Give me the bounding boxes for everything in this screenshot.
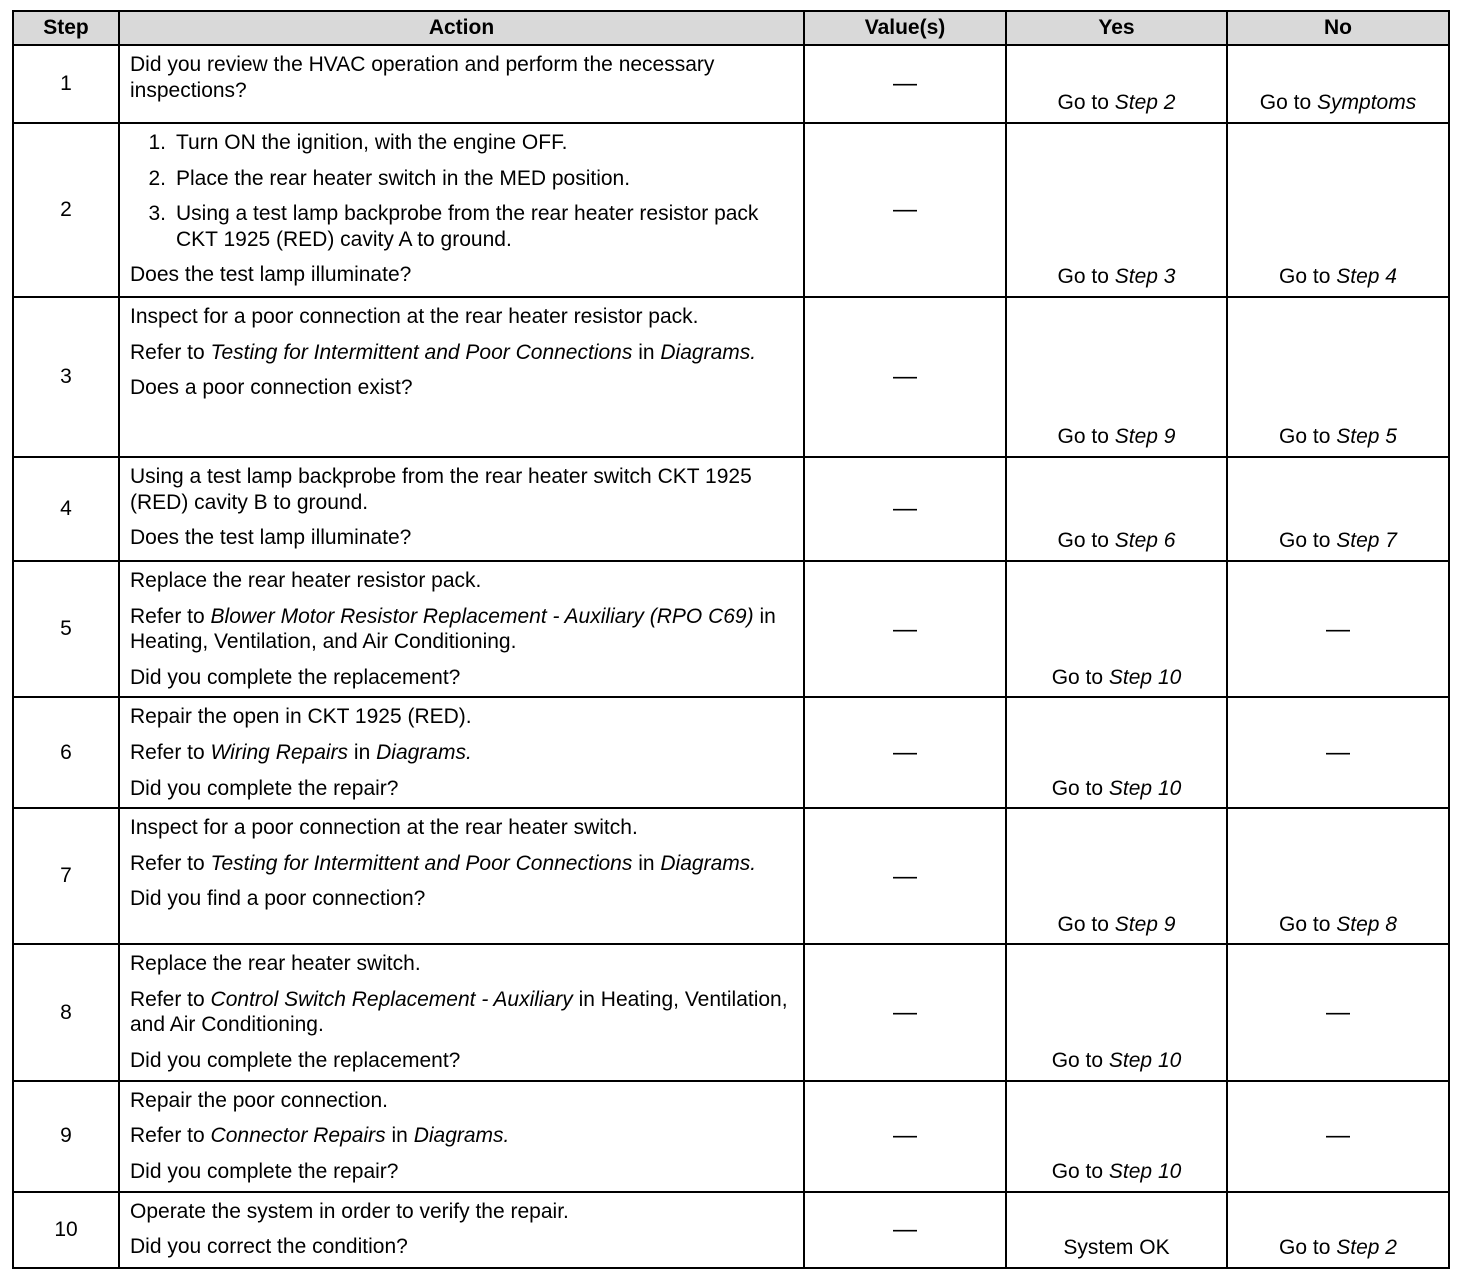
table-row (13, 297, 1449, 457)
step-number: 7 (13, 808, 119, 944)
action-question: Did you complete the replacement? (130, 665, 461, 689)
list-item-text: Turn ON the ignition, with the engine OFF. (176, 131, 568, 154)
action-cell (119, 457, 804, 561)
yes-prefix: Go to (1057, 912, 1109, 936)
refer-title: Control Switch Replacement - Auxiliary (210, 987, 573, 1011)
no-prefix: Go to (1279, 1235, 1331, 1259)
value-cell: — (804, 808, 1006, 944)
yes-target: Step 10 (1108, 1049, 1182, 1073)
action-reference (130, 340, 795, 366)
action-instruction: Replace the rear heater switch. (130, 952, 421, 976)
action-instruction: Inspect for a poor connection at the rear heater switch. (130, 816, 638, 840)
action-question: Does the test lamp illuminate? (130, 263, 412, 287)
value-cell: — (804, 45, 1006, 123)
action-instruction: Replace the rear heater resistor pack. (130, 569, 482, 592)
no-cell: — (1227, 697, 1449, 808)
header-action: Action (119, 11, 804, 45)
refer-title: Testing for Intermittent and Poor Connections (210, 851, 633, 875)
header-values: Value(s) (804, 11, 1006, 45)
action-instruction: Operate the system in order to verify the repair. (130, 1199, 569, 1223)
action-reference (130, 604, 795, 655)
action-cell (119, 45, 804, 123)
refer-doc: Diagrams. (660, 851, 757, 875)
step-number: 2 (13, 123, 119, 297)
action-instruction: Repair the poor connection. (130, 1088, 388, 1112)
refer-doc: Diagrams. (660, 340, 757, 364)
action-cell (119, 1192, 804, 1268)
header-yes: Yes (1006, 11, 1227, 45)
action-reference (130, 987, 795, 1038)
action-cell (119, 944, 804, 1080)
table-row (13, 45, 1449, 123)
no-cell (1227, 808, 1449, 944)
yes-prefix: Go to (1057, 91, 1109, 115)
refer-prefix: Refer to (130, 340, 205, 364)
table-row (13, 1192, 1449, 1268)
list-item (130, 201, 795, 252)
list-item-number: 2. (148, 166, 166, 190)
refer-title: Wiring Repairs (210, 741, 349, 765)
no-target: Step 5 (1336, 425, 1397, 449)
header-no: No (1227, 11, 1449, 45)
action-question: Does the test lamp illuminate? (130, 526, 412, 550)
action-cell (119, 1081, 804, 1192)
refer-in: in (391, 1124, 408, 1148)
action-question: Did you complete the replacement? (130, 1049, 461, 1073)
yes-prefix: Go to (1051, 1049, 1104, 1073)
step-number: 1 (13, 45, 119, 123)
value-cell: — (804, 297, 1006, 457)
action-cell (119, 697, 804, 808)
header-row (13, 11, 1449, 45)
refer-in: in Heating, Ventilation, and Air Conditioning. (130, 987, 788, 1037)
yes-target: Step 3 (1114, 265, 1176, 289)
refer-title: Testing for Intermittent and Poor Connections (210, 340, 633, 364)
no-prefix: Go to (1279, 912, 1331, 936)
yes-cell (1006, 944, 1227, 1080)
refer-doc: Diagrams. (376, 741, 472, 765)
yes-prefix: Go to (1057, 425, 1109, 449)
step-number: 6 (13, 697, 119, 808)
refer-prefix: Refer to (130, 1124, 205, 1148)
yes-target: Step 9 (1114, 425, 1176, 449)
list-item-number: 3. (148, 202, 166, 226)
value-cell: — (804, 1192, 1006, 1268)
no-cell: — (1227, 561, 1449, 697)
table-row (13, 808, 1449, 944)
action-cell (119, 561, 804, 697)
yes-prefix: Go to (1051, 776, 1104, 800)
table-row (13, 561, 1449, 697)
action-reference (130, 1123, 795, 1149)
table-row (13, 457, 1449, 561)
no-target: Step 2 (1336, 1235, 1397, 1259)
yes-cell (1006, 808, 1227, 944)
yes-target: Step 10 (1108, 1159, 1182, 1183)
no-cell (1227, 297, 1449, 457)
action-reference (130, 740, 795, 766)
value-cell: — (804, 561, 1006, 697)
yes-target: Step 6 (1114, 529, 1176, 553)
action-question: Did you complete the repair? (130, 776, 399, 800)
value-cell: — (804, 1081, 1006, 1192)
list-item (130, 166, 795, 192)
step-number: 3 (13, 297, 119, 457)
yes-target: Step 9 (1114, 912, 1176, 936)
action-question: Did you correct the condition? (130, 1235, 408, 1259)
yes-cell: System OK (1006, 1192, 1227, 1268)
value-cell: — (804, 123, 1006, 297)
action-reference (130, 851, 795, 877)
no-prefix: Go to (1279, 529, 1331, 553)
step-number: 9 (13, 1081, 119, 1192)
yes-cell (1006, 697, 1227, 808)
diagnostic-table (12, 10, 1450, 1269)
refer-title: Connector Repairs (210, 1124, 386, 1148)
procedure-list (130, 130, 795, 252)
action-instruction: Using a test lamp backprobe from the rear heater switch CKT 1925 (RED) cavity B to ground. (130, 465, 752, 514)
value-cell: — (804, 457, 1006, 561)
table-row (13, 123, 1449, 297)
action-cell (119, 123, 804, 297)
refer-prefix: Refer to (130, 987, 205, 1011)
list-item-text: Using a test lamp backprobe from the rear heater resistor pack CKT 1925 (RED) cavity A to ground. (176, 202, 759, 251)
refer-prefix: Refer to (130, 851, 205, 875)
refer-prefix: Refer to (130, 604, 205, 628)
action-question: Did you find a poor connection? (130, 887, 426, 911)
no-prefix: Go to (1259, 91, 1312, 115)
value-cell: — (804, 697, 1006, 808)
no-target: Step 4 (1336, 265, 1397, 289)
step-number: 10 (13, 1192, 119, 1268)
yes-target: Step 2 (1114, 91, 1176, 115)
yes-cell (1006, 457, 1227, 561)
no-cell (1227, 123, 1449, 297)
action-instruction: Repair the open in CKT 1925 (RED). (130, 705, 472, 729)
no-target: Step 7 (1336, 529, 1397, 553)
yes-cell (1006, 1081, 1227, 1192)
yes-cell (1006, 297, 1227, 457)
yes-prefix: Go to (1051, 1159, 1104, 1183)
step-number: 8 (13, 944, 119, 1080)
no-cell: — (1227, 1081, 1449, 1192)
no-cell (1227, 45, 1449, 123)
header-step: Step (13, 11, 119, 45)
list-item (130, 130, 795, 156)
refer-title: Blower Motor Resistor Replacement - Auxiliary (RPO C69) (210, 604, 754, 628)
no-target: Symptoms (1317, 91, 1417, 115)
action-instruction: Inspect for a poor connection at the rear heater resistor pack. (130, 305, 699, 328)
action-cell (119, 808, 804, 944)
table-row (13, 1081, 1449, 1192)
table-row (13, 697, 1449, 808)
no-prefix: Go to (1279, 265, 1331, 289)
table-row (13, 944, 1449, 1080)
yes-cell (1006, 45, 1227, 123)
no-cell (1227, 1192, 1449, 1268)
yes-cell (1006, 561, 1227, 697)
no-cell (1227, 457, 1449, 561)
no-cell: — (1227, 944, 1449, 1080)
yes-prefix: Go to (1057, 265, 1109, 289)
action-question: Did you review the HVAC operation and perform the necessary inspections? (130, 53, 715, 102)
refer-in: in Heating, Ventilation, and Air Conditioning. (130, 604, 776, 654)
yes-target: Step 10 (1108, 665, 1182, 689)
no-prefix: Go to (1279, 425, 1331, 449)
refer-in: in (353, 741, 371, 765)
action-cell (119, 297, 804, 457)
refer-in: in (638, 340, 655, 364)
list-item-text: Place the rear heater switch in the MED position. (176, 166, 631, 190)
step-number: 5 (13, 561, 119, 697)
action-question: Does a poor connection exist? (130, 376, 413, 400)
action-question: Did you complete the repair? (130, 1159, 399, 1183)
list-item-number: 1. (148, 131, 166, 154)
refer-prefix: Refer to (130, 741, 205, 765)
yes-prefix: Go to (1051, 665, 1104, 689)
refer-doc: Diagrams. (413, 1124, 510, 1148)
value-cell: — (804, 944, 1006, 1080)
yes-prefix: Go to (1057, 529, 1109, 553)
yes-target: Step 10 (1108, 776, 1182, 800)
no-target: Step 8 (1336, 912, 1397, 936)
yes-cell (1006, 123, 1227, 297)
refer-in: in (638, 851, 655, 875)
step-number: 4 (13, 457, 119, 561)
